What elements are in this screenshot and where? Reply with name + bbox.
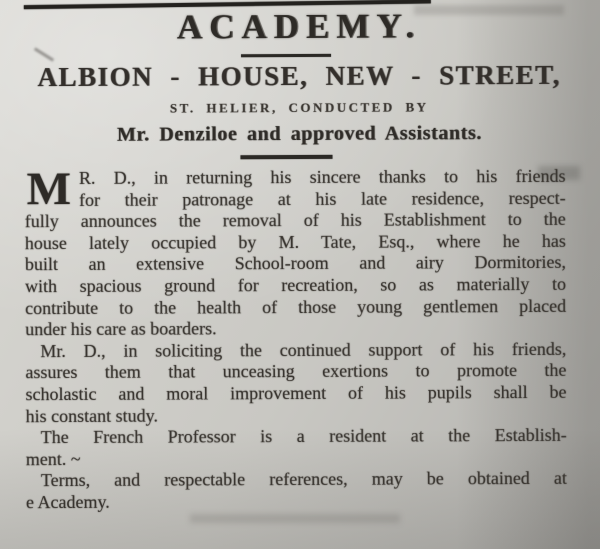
body-line: Terms, and respectable references, may be obtained at [40, 468, 567, 491]
body-line: under his care as boarders. [25, 318, 217, 340]
ad-title: ACADEMY. [176, 6, 422, 47]
paragraph-2 [25, 339, 566, 428]
body-line: The French Professor is a resident at the Establish- [40, 424, 567, 448]
body-line: built an extensive School-room and airy Dormitories, [24, 252, 566, 275]
divider-rule-bottom [240, 155, 332, 159]
paragraph-3 [26, 425, 567, 471]
ad-location-line: ST. HELIER, CONDUCTED BY [169, 99, 429, 116]
body-line: ment. ~ [25, 448, 81, 469]
body-line: R. D., in returning his sincere thanks to his friends [78, 165, 566, 188]
body-line: for their patronage at his late residence, respect- [79, 187, 566, 210]
body-line: scholastic and moral improvement of his pupils shall be [25, 381, 567, 405]
body-line: his constant study. [25, 405, 158, 426]
ad-proprietor: Mr. Denziloe and approved Assistants. [116, 122, 482, 146]
drop-cap: M [26, 162, 72, 216]
ad-body [24, 162, 568, 514]
body-line: house lately occupied by M. Tate, Esq., where he has [24, 230, 566, 253]
divider-rule-top [241, 54, 331, 57]
ad-address: ALBION - HOUSE, NEW - STREET, [37, 59, 561, 93]
paragraph-1 [24, 162, 567, 341]
body-line: Mr. D., in soliciting the continued support of his friends, [40, 338, 567, 361]
body-line: e Academy. [25, 491, 110, 513]
body-line: assures them that unceasing exertions to promote the [25, 360, 567, 383]
body-line: fully announces the removal of his Establishment to the [24, 209, 566, 232]
paragraph-4 [26, 468, 567, 514]
body-line: with spacious ground for recreation, so as materially to [25, 273, 567, 297]
body-line: contribute to the health of those young gentlemen placed [25, 295, 567, 318]
